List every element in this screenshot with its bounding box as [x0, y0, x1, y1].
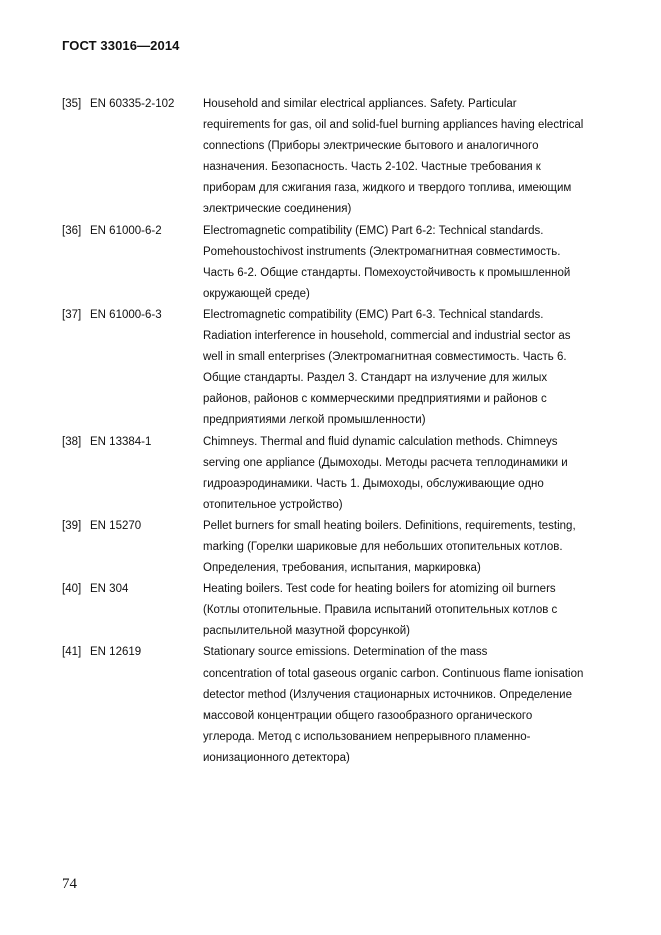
reference-line: гидроаэродинамики. Часть 1. Дымоходы, обслуживающие одно [203, 477, 544, 490]
reference-number: [39] [62, 519, 82, 532]
page-number: 74 [62, 876, 77, 892]
reference-line: Electromagnetic compatibility (EMC) Part 6-2: Technical standards. [203, 224, 544, 237]
reference-line: well in small enterprises (Электромагнитная совместимость. Часть 6. [203, 351, 567, 364]
reference-line: предприятиями легкой промышленности) [203, 414, 426, 427]
reference-line: Pomehoustochivost instruments (Электромагнитная совместимость. [203, 245, 561, 258]
reference-line: Radiation interference in household, commercial and industrial sector as [203, 330, 571, 343]
reference-description [203, 305, 608, 432]
reference-item [62, 221, 608, 305]
reference-line: распылительной мазутной форсункой) [203, 625, 410, 638]
reference-item [62, 305, 608, 432]
reference-item [62, 94, 608, 221]
reference-number: [35] [62, 98, 82, 110]
document-header: ГОСТ 33016—2014 [62, 38, 180, 53]
reference-line: отопительное устройство) [203, 498, 343, 511]
reference-line: requirements for gas, oil and solid-fuel burning appliances having electrical [203, 119, 584, 132]
reference-line: detector method (Излучения стационарных источников. Определение [203, 688, 572, 701]
reference-line: ионизационного детектора) [203, 751, 350, 764]
reference-code: EN 12619 [90, 646, 142, 659]
reference-item [62, 642, 608, 769]
reference-description [203, 516, 608, 579]
reference-line: Общие стандарты. Раздел 3. Стандарт на излучение для жилых [203, 372, 548, 385]
reference-item [62, 432, 608, 516]
reference-line: приборам для сжигания газа, жидкого и твердого топлива, имеющим [203, 182, 572, 195]
reference-item [62, 516, 608, 579]
reference-code: EN 304 [90, 583, 129, 596]
reference-code: EN 61000-6-2 [90, 224, 162, 237]
reference-code: EN 60335-2-102 [90, 98, 175, 110]
reference-line: электрические соединения) [203, 203, 352, 216]
reference-description [203, 642, 608, 769]
reference-line: Определения, требования, испытания, маркировка) [203, 562, 481, 575]
reference-code: EN 15270 [90, 519, 142, 532]
reference-description [203, 432, 608, 516]
reference-line: массовой концентрации общего газообразного органического [203, 709, 533, 722]
reference-line: connections (Приборы электрические бытового и аналогичного [203, 140, 539, 153]
reference-number: [36] [62, 224, 82, 237]
reference-item [62, 579, 608, 642]
reference-description [203, 94, 608, 221]
reference-line: районов, районов с коммерческими предприятиями и районов с [203, 393, 547, 406]
reference-line: Heating boilers. Test code for heating boilers for atomizing oil burners [203, 583, 556, 596]
reference-line: Часть 6-2. Общие стандарты. Помехоустойчивость к промышленной [203, 266, 571, 279]
reference-description [203, 221, 608, 305]
reference-line: Chimneys. Thermal and fluid dynamic calculation methods. Chimneys [203, 435, 558, 448]
reference-line: marking (Горелки шариковые для небольших отопительных котлов. [203, 540, 563, 553]
reference-line: Electromagnetic compatibility (EMC) Part 6-3. Technical standards. [203, 308, 544, 321]
reference-list [62, 94, 608, 769]
reference-line: concentration of total gaseous organic carbon. Continuous flame ionisation [203, 667, 584, 680]
reference-line: serving one appliance (Дымоходы. Методы расчета теплодинамики и [203, 456, 568, 469]
reference-line: окружающей среде) [203, 287, 310, 300]
reference-number: [37] [62, 308, 82, 321]
reference-code: EN 13384-1 [90, 435, 152, 448]
reference-line: (Котлы отопительные. Правила испытаний отопительных котлов с [203, 604, 558, 617]
reference-line: Household and similar electrical appliances. Safety. Particular [203, 98, 517, 110]
reference-line: углерода. Метод с использованием непрерывного пламенно- [203, 730, 531, 743]
reference-description [203, 579, 608, 642]
reference-line: Pellet burners for small heating boilers. Definitions, requirements, testing, [203, 519, 576, 532]
reference-number: [38] [62, 435, 82, 448]
reference-line: назначения. Безопасность. Часть 2-102. Частные требования к [203, 161, 541, 174]
reference-number: [40] [62, 583, 82, 596]
reference-line: Stationary source emissions. Determination of the mass [203, 646, 488, 659]
reference-number: [41] [62, 646, 82, 659]
reference-code: EN 61000-6-3 [90, 308, 162, 321]
